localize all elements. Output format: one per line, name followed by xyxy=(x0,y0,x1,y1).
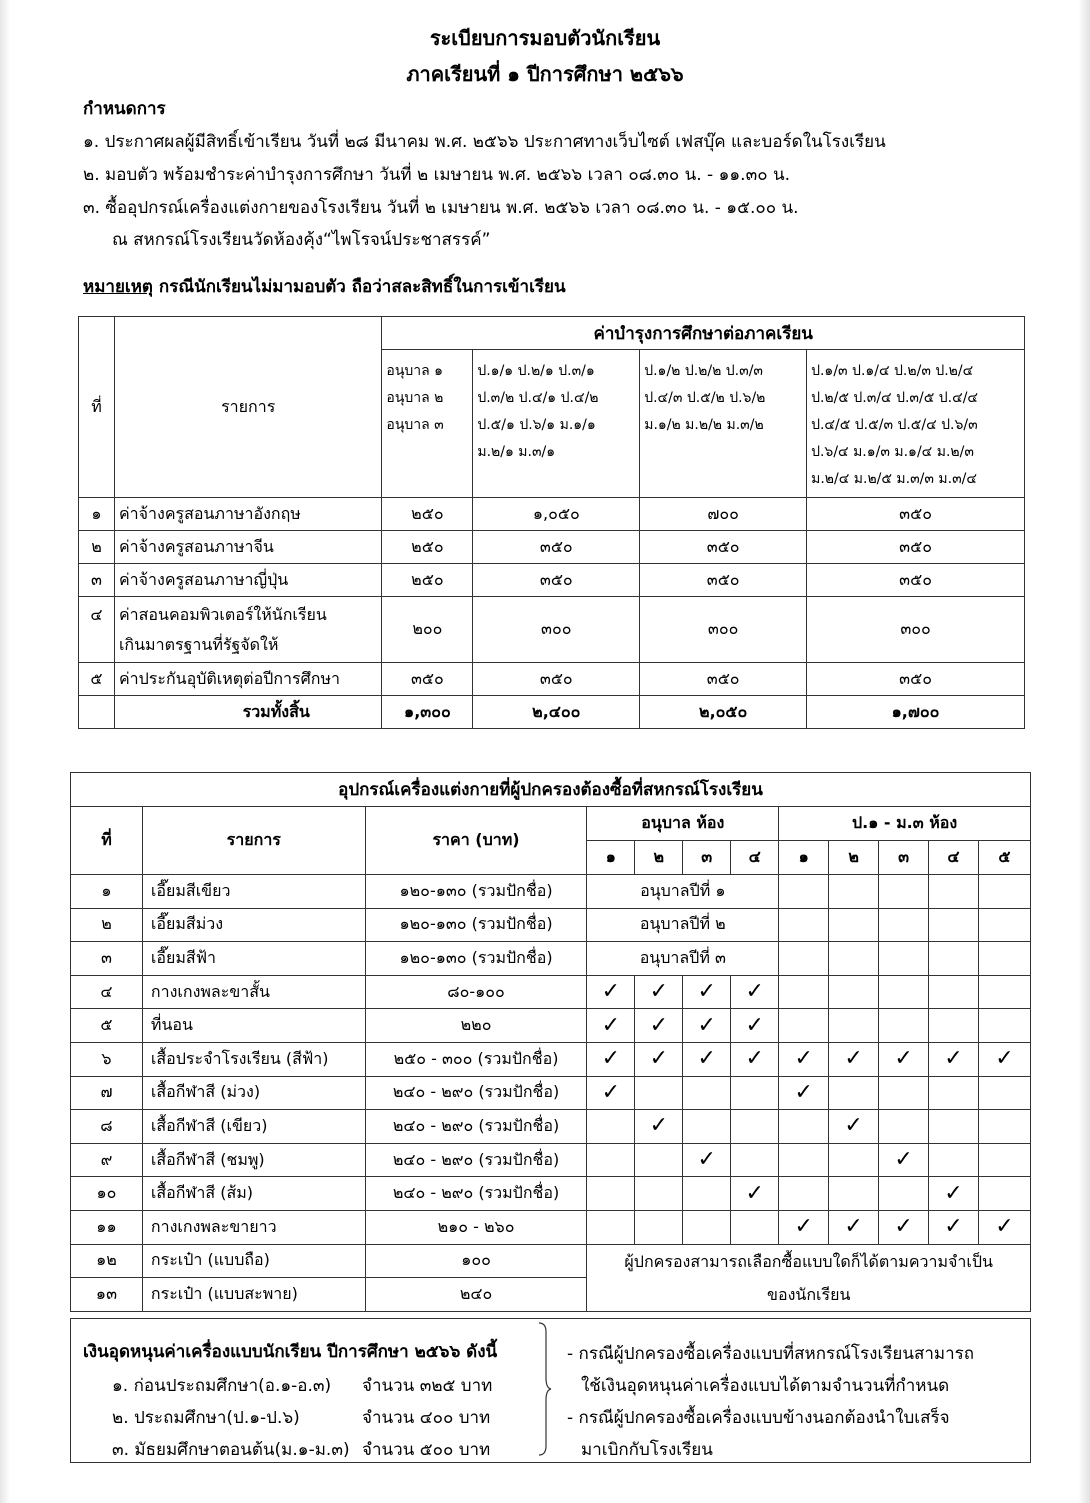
fee-class-group-3: ป.๑/๒ ป.๒/๒ ป.๓/๓ ป.๔/๓ ป.๕/๒ ป.๖/๒ ม.๑/๒ ม.๒/๒ ม.๓/๒ xyxy=(640,350,807,498)
uniform-row-price: ๒๒๐ xyxy=(365,1009,587,1043)
uniform-row-item: เอี๊ยมสีฟ้า xyxy=(142,942,365,976)
uniform-row xyxy=(71,1143,1031,1177)
pr-room-cell xyxy=(879,942,929,976)
pr-room-2: ๒ xyxy=(829,841,879,875)
uniform-row-item: เอี๊ยมสีม่วง xyxy=(142,908,365,942)
uniform-row-no: ๑๑ xyxy=(71,1210,143,1244)
uniform-row xyxy=(71,1244,1031,1278)
pr-room-cell xyxy=(978,1110,1030,1144)
pr-room-1: ๑ xyxy=(779,841,829,875)
subsidy-note: ใช้เงินอุดหนุนค่าเครื่องแบบได้ตามจำนวนที่กำหนด xyxy=(581,1376,950,1396)
kg-room-cell xyxy=(635,1076,683,1110)
fee-col-item: รายการ xyxy=(114,317,381,498)
pr-room-cell xyxy=(978,942,1030,976)
check-icon: ✓ xyxy=(683,975,731,1009)
check-icon: ✓ xyxy=(635,1009,683,1043)
kg-room-cell xyxy=(731,1210,779,1244)
kg-room-4: ๔ xyxy=(731,841,779,875)
uniform-row xyxy=(71,875,1031,909)
uniform-row xyxy=(71,1210,1031,1244)
uniform-row-item: เสื้อกีฬาสี (ส้ม) xyxy=(142,1177,365,1211)
kg-room-cell xyxy=(683,1210,731,1244)
uniform-row xyxy=(71,1042,1031,1076)
pr-room-cell xyxy=(879,1110,929,1144)
subsidy-item-amount: จำนวน ๕๐๐ บาท xyxy=(362,1440,491,1460)
fee-col-no: ที่ xyxy=(79,317,115,498)
check-icon: ✓ xyxy=(587,975,635,1009)
note xyxy=(83,273,566,300)
uniform-row-item: ที่นอน xyxy=(142,1009,365,1043)
uniform-row xyxy=(71,908,1031,942)
fee-table xyxy=(78,316,1025,729)
pr-room-cell xyxy=(978,908,1030,942)
pr-room-cell xyxy=(779,975,829,1009)
pr-room-cell xyxy=(779,1177,829,1211)
fee-row: ๓ ค่าจ้างครูสอนภาษาญี่ปุ่น ๒๕๐ ๓๕๐ ๓๕๐ ๓๕๐ xyxy=(79,564,1025,597)
uniform-row-item: กระเป๋า (แบบถือ) xyxy=(142,1244,365,1278)
check-icon: ✓ xyxy=(978,1042,1030,1076)
uniform-row-price: ๒๑๐ - ๒๖๐ xyxy=(365,1210,587,1244)
kg-room-cell xyxy=(587,1177,635,1211)
uniform-row-item: กางเกงพละขายาว xyxy=(142,1210,365,1244)
fee-class-group-2: ป.๑/๑ ป.๒/๑ ป.๓/๑ ป.๓/๒ ป.๔/๑ ป.๔/๒ ป.๕/๑ ป.๖/๑ ม.๑/๑ ม.๒/๑ ม.๓/๑ xyxy=(473,350,640,498)
uniform-row-price: ๒๔๐ - ๒๙๐ (รวมปักชื่อ) xyxy=(365,1143,587,1177)
fee-row: ๔ ค่าสอนคอมพิวเตอร์ให้นักเรียน เกินมาตรฐานที่รัฐจัดให้ ๒๐๐ ๓๐๐ ๓๐๐ ๓๐๐ xyxy=(79,597,1025,663)
document-subtitle: ภาคเรียนที่ ๑ ปีการศึกษา ๒๕๖๖ xyxy=(406,62,684,86)
pr-room-cell xyxy=(879,975,929,1009)
uniform-row-price: ๑๒๐-๑๓๐ (รวมปักชื่อ) xyxy=(365,908,587,942)
pr-room-cell xyxy=(978,1076,1030,1110)
pr-room-cell xyxy=(779,875,829,909)
uniform-row-item: เอี๊ยมสีเขียว xyxy=(142,875,365,909)
pr-room-cell xyxy=(929,1110,979,1144)
pr-room-cell xyxy=(829,942,879,976)
pr-room-cell xyxy=(829,1076,879,1110)
kg-room-cell xyxy=(635,1177,683,1211)
check-icon: ✓ xyxy=(779,1076,829,1110)
pr-room-5: ๕ xyxy=(978,841,1030,875)
uniform-row xyxy=(71,1076,1031,1110)
uniform-row-item: เสื้อกีฬาสี (เขียว) xyxy=(142,1110,365,1144)
check-icon: ✓ xyxy=(683,1143,731,1177)
pr-room-cell xyxy=(879,1009,929,1043)
schedule-item-2: ๒. มอบตัว พร้อมชำระค่าบำรุงการศึกษา วันที่ ๒ เมษายน พ.ศ. ๒๕๖๖ เวลา ๐๘.๓๐ น. - ๑๑.๓๐ น. xyxy=(83,165,791,185)
fee-class-group-1: อนุบาล ๑ อนุบาล ๒ อนุบาล ๓ xyxy=(382,350,473,498)
pr-room-cell xyxy=(929,908,979,942)
pr-room-4: ๔ xyxy=(929,841,979,875)
uniform-row-item: กางเกงพละขาสั้น xyxy=(142,975,365,1009)
uniform-row-no: ๑ xyxy=(71,875,143,909)
kg-year-label: อนุบาลปีที่ ๒ xyxy=(587,908,779,942)
pr-room-cell xyxy=(929,1076,979,1110)
check-icon: ✓ xyxy=(879,1042,929,1076)
kg-room-cell xyxy=(731,1076,779,1110)
uniform-row-no: ๑๓ xyxy=(71,1278,143,1312)
uniform-col-price: ราคา (บาท) xyxy=(365,807,587,875)
uniform-row xyxy=(71,1110,1031,1144)
pr-room-cell xyxy=(879,875,929,909)
schedule-heading: กำหนดการ xyxy=(83,99,166,119)
check-icon: ✓ xyxy=(929,1042,979,1076)
check-icon: ✓ xyxy=(829,1042,879,1076)
pr-room-cell xyxy=(929,875,979,909)
uniform-col-no: ที่ xyxy=(71,807,143,875)
subsidy-item-label: ๑. ก่อนประถมศึกษา(อ.๑-อ.๓) xyxy=(112,1376,332,1396)
uniform-row-price: ๑๒๐-๑๓๐ (รวมปักชื่อ) xyxy=(365,942,587,976)
kg-room-cell xyxy=(587,1210,635,1244)
check-icon: ✓ xyxy=(635,1042,683,1076)
kg-room-cell xyxy=(731,1143,779,1177)
fee-total-label: รวมทั้งสิ้น xyxy=(114,696,381,729)
check-icon: ✓ xyxy=(978,1210,1030,1244)
pr-rooms-header: ป.๑ - ม.๓ ห้อง xyxy=(779,807,1031,841)
kg-year-label: อนุบาลปีที่ ๓ xyxy=(587,942,779,976)
check-icon: ✓ xyxy=(731,1009,779,1043)
check-icon: ✓ xyxy=(683,1009,731,1043)
kg-room-cell xyxy=(587,1110,635,1144)
document-title: ระเบียบการมอบตัวนักเรียน xyxy=(429,26,661,50)
kg-year-label: อนุบาลปีที่ ๑ xyxy=(587,875,779,909)
kg-room-3: ๓ xyxy=(683,841,731,875)
note-label: หมายเหตุ xyxy=(83,277,153,297)
uniform-row-price: ๒๔๐ - ๒๙๐ (รวมปักชื่อ) xyxy=(365,1076,587,1110)
check-icon: ✓ xyxy=(635,975,683,1009)
page-shadow-right xyxy=(1078,0,1090,1503)
pr-room-cell xyxy=(829,975,879,1009)
uniform-row-no: ๑๐ xyxy=(71,1177,143,1211)
pr-room-cell xyxy=(779,908,829,942)
fee-total-row: รวมทั้งสิ้น ๑,๓๐๐ ๒,๔๐๐ ๒,๐๕๐ ๑,๗๐๐ xyxy=(79,696,1025,729)
uniform-row-no: ๑๒ xyxy=(71,1244,143,1278)
check-icon: ✓ xyxy=(779,1042,829,1076)
uniform-row-price: ๒๔๐ - ๒๙๐ (รวมปักชื่อ) xyxy=(365,1110,587,1144)
uniform-row-no: ๔ xyxy=(71,975,143,1009)
check-icon: ✓ xyxy=(731,1177,779,1211)
kg-room-cell xyxy=(635,1210,683,1244)
uniform-row-no: ๗ xyxy=(71,1076,143,1110)
kg-room-cell xyxy=(683,1110,731,1144)
pr-room-cell xyxy=(829,875,879,909)
check-icon: ✓ xyxy=(587,1009,635,1043)
schedule-item-1: ๑. ประกาศผลผู้มีสิทธิ์เข้าเรียน วันที่ ๒๘ มีนาคม พ.ศ. ๒๕๖๖ ประกาศทางเว็บไซต์ เฟสบุ๊ค และบอร์ดในโรงเรียน xyxy=(83,132,886,152)
uniform-col-item: รายการ xyxy=(142,807,365,875)
pr-room-cell xyxy=(829,1009,879,1043)
schedule-item-3: ๓. ซื้ออุปกรณ์เครื่องแต่งกายของโรงเรียน วันที่ ๒ เมษายน พ.ศ. ๒๕๖๖ เวลา ๐๘.๓๐ น. - ๑๕.๐๐ น. xyxy=(83,198,799,218)
subsidy-note: - กรณีผู้ปกครองซื้อเครื่องแบบที่สหกรณ์โรงเรียนสามารถ xyxy=(567,1344,975,1364)
kg-room-cell xyxy=(683,1076,731,1110)
uniform-row-no: ๒ xyxy=(71,908,143,942)
subsidy-note: - กรณีผู้ปกครองซื้อเครื่องแบบข้างนอกต้องนำใบเสร็จ xyxy=(567,1408,950,1428)
fee-row: ๒ ค่าจ้างครูสอนภาษาจีน ๒๕๐ ๓๕๐ ๓๕๐ ๓๕๐ xyxy=(79,531,1025,564)
subsidy-item-label: ๓. มัธยมศึกษาตอนต้น(ม.๑-ม.๓) xyxy=(112,1440,350,1460)
uniform-row-item: เสื้อประจำโรงเรียน (สีฟ้า) xyxy=(142,1042,365,1076)
uniform-row-no: ๓ xyxy=(71,942,143,976)
check-icon: ✓ xyxy=(929,1210,979,1244)
kg-rooms-header: อนุบาล ห้อง xyxy=(587,807,779,841)
uniform-row-no: ๘ xyxy=(71,1110,143,1144)
uniform-row-item: กระเป๋า (แบบสะพาย) xyxy=(142,1278,365,1312)
check-icon: ✓ xyxy=(879,1143,929,1177)
pr-room-cell xyxy=(829,1177,879,1211)
pr-room-cell xyxy=(978,1143,1030,1177)
check-icon: ✓ xyxy=(879,1210,929,1244)
fee-row: ๑ ค่าจ้างครูสอนภาษาอังกฤษ ๒๕๐ ๑,๐๕๐ ๗๐๐ ๓๕๐ xyxy=(79,498,1025,531)
check-icon: ✓ xyxy=(829,1210,879,1244)
kg-room-2: ๒ xyxy=(635,841,683,875)
uniform-row-price: ๒๔๐ xyxy=(365,1278,587,1312)
kg-room-cell xyxy=(683,1177,731,1211)
uniform-table-title: อุปกรณ์เครื่องแต่งกายที่ผู้ปกครองต้องซื้อที่สหกรณ์โรงเรียน xyxy=(71,773,1031,807)
uniform-row xyxy=(71,942,1031,976)
pr-room-cell xyxy=(779,1009,829,1043)
uniform-row-item: เสื้อกีฬาสี (ชมพู) xyxy=(142,1143,365,1177)
pr-room-cell xyxy=(978,975,1030,1009)
schedule-location: ณ สหกรณ์โรงเรียนวัดห้องคุ้ง“ไพโรจน์ประชาสรรค์” xyxy=(112,230,491,250)
uniform-table xyxy=(70,772,1031,1312)
uniform-row-price: ๑๐๐ xyxy=(365,1244,587,1278)
uniform-row-no: ๕ xyxy=(71,1009,143,1043)
kg-room-cell xyxy=(731,1110,779,1144)
page-shadow-left xyxy=(0,0,10,1503)
brace-icon xyxy=(538,1322,552,1456)
pr-room-cell xyxy=(779,942,829,976)
kg-room-1: ๑ xyxy=(587,841,635,875)
uniform-row-price: ๒๕๐ - ๓๐๐ (รวมปักชื่อ) xyxy=(365,1042,587,1076)
pr-room-cell xyxy=(978,1177,1030,1211)
check-icon: ✓ xyxy=(587,1076,635,1110)
pr-room-cell xyxy=(829,908,879,942)
check-icon: ✓ xyxy=(779,1210,829,1244)
uniform-row-price: ๒๔๐ - ๒๙๐ (รวมปักชื่อ) xyxy=(365,1177,587,1211)
pr-room-3: ๓ xyxy=(879,841,929,875)
uniform-row xyxy=(71,1177,1031,1211)
uniform-row-item: เสื้อกีฬาสี (ม่วง) xyxy=(142,1076,365,1110)
subsidy-item-amount: จำนวน ๓๒๕ บาท xyxy=(362,1376,493,1396)
pr-room-cell xyxy=(779,1143,829,1177)
subsidy-item-amount: จำนวน ๔๐๐ บาท xyxy=(362,1408,491,1428)
pr-room-cell xyxy=(929,942,979,976)
subsidy-item-label: ๒. ประถมศึกษา(ป.๑-ป.๖) xyxy=(112,1408,300,1428)
check-icon: ✓ xyxy=(829,1110,879,1144)
fee-group-header: ค่าบำรุงการศึกษาต่อภาคเรียน xyxy=(382,317,1025,350)
pr-room-cell xyxy=(929,1143,979,1177)
check-icon: ✓ xyxy=(731,975,779,1009)
bag-note: ผู้ปกครองสามารถเลือกซื้อแบบใดก็ได้ตามความจำเป็น ของนักเรียน xyxy=(587,1244,1031,1311)
subsidy-heading: เงินอุดหนุนค่าเครื่องแบบนักเรียน ปีการศึกษา ๒๕๖๖ ดังนี้ xyxy=(83,1342,498,1362)
check-icon: ✓ xyxy=(683,1042,731,1076)
pr-room-cell xyxy=(779,1110,829,1144)
pr-room-cell xyxy=(879,1076,929,1110)
check-icon: ✓ xyxy=(731,1042,779,1076)
kg-room-cell xyxy=(587,1143,635,1177)
pr-room-cell xyxy=(879,1177,929,1211)
pr-room-cell xyxy=(929,975,979,1009)
check-icon: ✓ xyxy=(587,1042,635,1076)
uniform-row xyxy=(71,975,1031,1009)
uniform-row xyxy=(71,1009,1031,1043)
pr-room-cell xyxy=(829,1143,879,1177)
fee-class-group-4: ป.๑/๓ ป.๑/๔ ป.๒/๓ ป.๒/๔ ป.๒/๕ ป.๓/๔ ป.๓/๕ ป.๔/๔ ป.๔/๕ ป.๕/๓ ป.๕/๔ ป.๖/๓ ป.๖/๔ ม.๑/๓ ม.๑/๔ ม.๒/๓ ม.๒/๔ ม.๒/๕ ม.๓/๓ ม.๓/๔ xyxy=(807,350,1025,498)
uniform-row-price: ๘๐-๑๐๐ xyxy=(365,975,587,1009)
pr-room-cell xyxy=(879,908,929,942)
uniform-row-no: ๖ xyxy=(71,1042,143,1076)
pr-room-cell xyxy=(978,875,1030,909)
check-icon: ✓ xyxy=(929,1177,979,1211)
kg-room-cell xyxy=(635,1143,683,1177)
uniform-row-no: ๙ xyxy=(71,1143,143,1177)
pr-room-cell xyxy=(978,1009,1030,1043)
uniform-row-price: ๑๒๐-๑๓๐ (รวมปักชื่อ) xyxy=(365,875,587,909)
note-text: กรณีนักเรียนไม่มามอบตัว ถือว่าสละสิทธิ์ในการเข้าเรียน xyxy=(152,277,566,297)
check-icon: ✓ xyxy=(635,1110,683,1144)
subsidy-note: มาเบิกกับโรงเรียน xyxy=(581,1440,713,1460)
pr-room-cell xyxy=(929,1009,979,1043)
fee-row: ๕ ค่าประกันอุบัติเหตุต่อปีการศึกษา ๓๕๐ ๓๕๐ ๓๕๐ ๓๕๐ xyxy=(79,663,1025,696)
